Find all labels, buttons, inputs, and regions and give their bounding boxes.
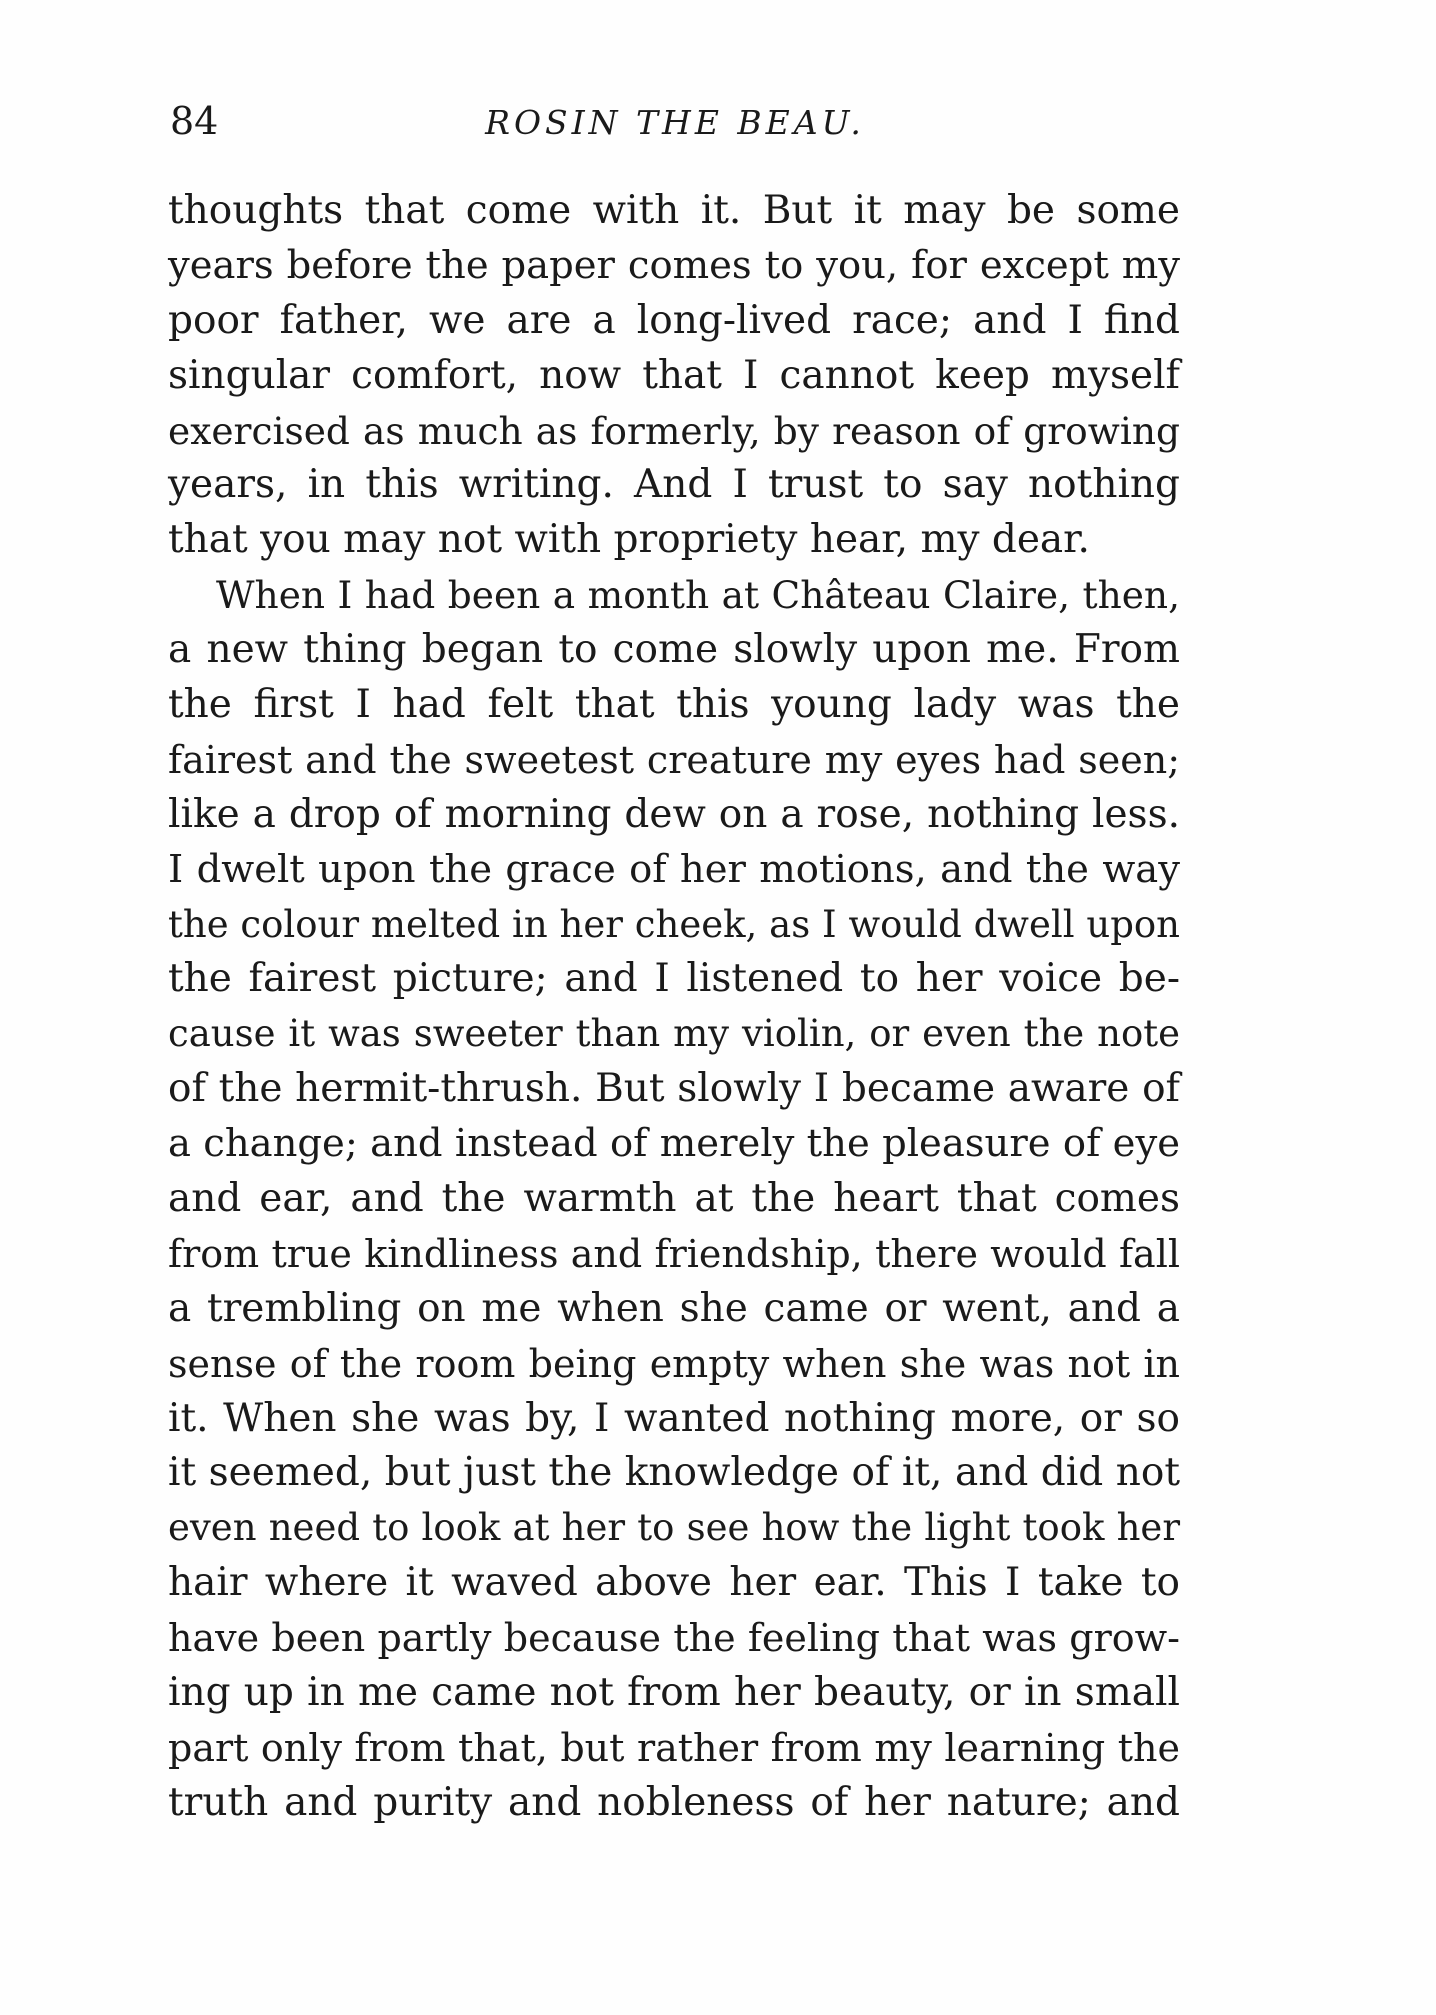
text-line: have been partly because the feeling that was grow-: [168, 1616, 1180, 1661]
text-line: a trembling on me when she came or went, and a: [168, 1285, 1180, 1331]
text-line: singular comfort, now that I cannot keep myself: [168, 352, 1180, 398]
text-line: truth and purity and nobleness of her nature; and: [168, 1779, 1180, 1825]
text-line: the first I had felt that this young lady was the: [168, 682, 1180, 728]
text-line: thoughts that come with it. But it may be some: [168, 188, 1180, 233]
text-line: ing up in me came not from her beauty, or in small: [168, 1670, 1180, 1716]
text-line: years before the paper comes to you, for except my: [168, 242, 1180, 288]
text-line: it. When she was by, I wanted nothing more, or so: [168, 1395, 1180, 1441]
text-line: that you may not with propriety hear, my dear.: [168, 517, 1090, 563]
text-line: the fairest picture; and I listened to her voice be-: [168, 956, 1180, 1002]
running-title: ROSIN THE BEAU.: [485, 103, 865, 142]
text-line: I dwelt upon the grace of her motions, and the way: [168, 846, 1180, 892]
text-line: poor father, we are a long-lived race; and I find: [168, 297, 1180, 343]
text-line: like a drop of morning dew on a rose, nothing less.: [168, 791, 1180, 837]
text-line: a change; and instead of merely the pleasure of eye: [168, 1121, 1180, 1167]
text-line: of the hermit-thrush. But slowly I became aware of: [168, 1066, 1180, 1112]
text-line: fairest and the sweetest creature my eyes had seen;: [168, 737, 1180, 782]
text-line: even need to look at her to see how the light took her: [168, 1506, 1180, 1550]
text-line: a new thing began to come slowly upon me. From: [168, 627, 1180, 673]
text-line: cause it was sweeter than my violin, or even the note: [168, 1012, 1180, 1056]
text-line: part only from that, but rather from my learning the: [168, 1725, 1180, 1770]
text-line: hair where it waved above her ear. This I take to: [168, 1560, 1180, 1606]
text-line: it seemed, but just the knowledge of it, and did not: [168, 1450, 1180, 1496]
text-line: sense of the room being empty when she was not in: [168, 1341, 1180, 1386]
body-text: [168, 184, 1180, 1831]
text-line: exercised as much as formerly, by reason of growing: [168, 408, 1180, 453]
paragraph-start-line: When I had been a month at Château Claire, then,: [216, 573, 1180, 618]
text-line: the colour melted in her cheek, as I would dwell upon: [168, 902, 1180, 946]
text-line: from true kindliness and friendship, there would fall: [168, 1231, 1180, 1276]
page-number: 84: [170, 99, 219, 143]
text-line: years, in this writing. And I trust to say nothing: [168, 462, 1180, 508]
running-head: [170, 96, 1180, 146]
text-line: and ear, and the warmth at the heart that comes: [168, 1176, 1180, 1222]
